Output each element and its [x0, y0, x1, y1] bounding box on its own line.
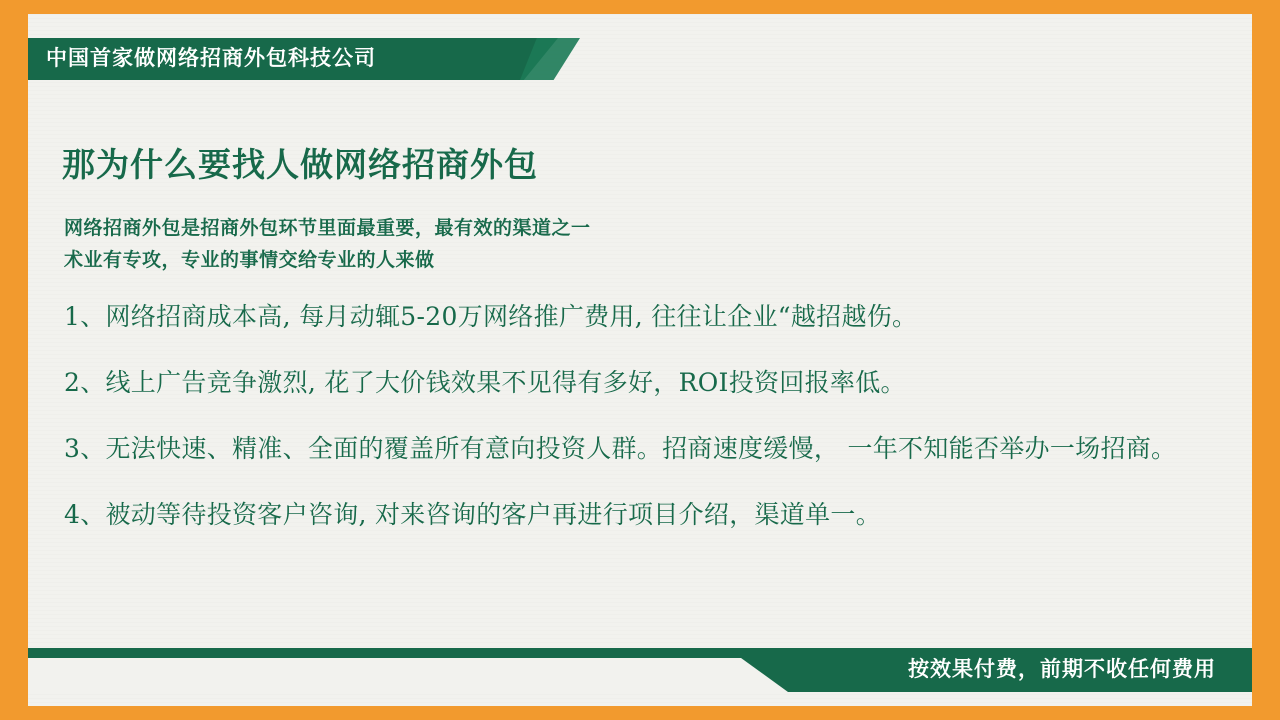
subtitle-line-2: 术业有专攻，专业的事情交给专业的人来做: [64, 250, 435, 271]
subtitle-line-1: 网络招商外包是招商外包环节里面最重要，最有效的渠道之一: [64, 218, 591, 239]
list-item: 1、网络招商成本高, 每月动辄5-20万网络推广费用, 往往让企业“越招越伤。: [64, 302, 918, 331]
points-list: [64, 298, 1194, 562]
header-banner-text: 中国首家做网络招商外包科技公司: [46, 47, 376, 70]
list-item: 3、无法快速、精准、全面的覆盖所有意向投资人群。招商速度缓慢， 一年不知能否举办一场招商。: [64, 434, 1177, 463]
footer-text: 按效果付费，前期不收任何费用: [908, 658, 1216, 681]
list-item: 4、被动等待投资客户咨询, 对来咨询的客户再进行项目介绍，渠道单一。: [64, 500, 882, 529]
page-title: 那为什么要找人做网络招商外包: [62, 146, 538, 183]
list-item: 2、线上广告竞争激烈, 花了大价钱效果不见得有多好，ROI投资回报率低。: [64, 368, 906, 397]
footer-notch-stripe: [28, 648, 750, 658]
